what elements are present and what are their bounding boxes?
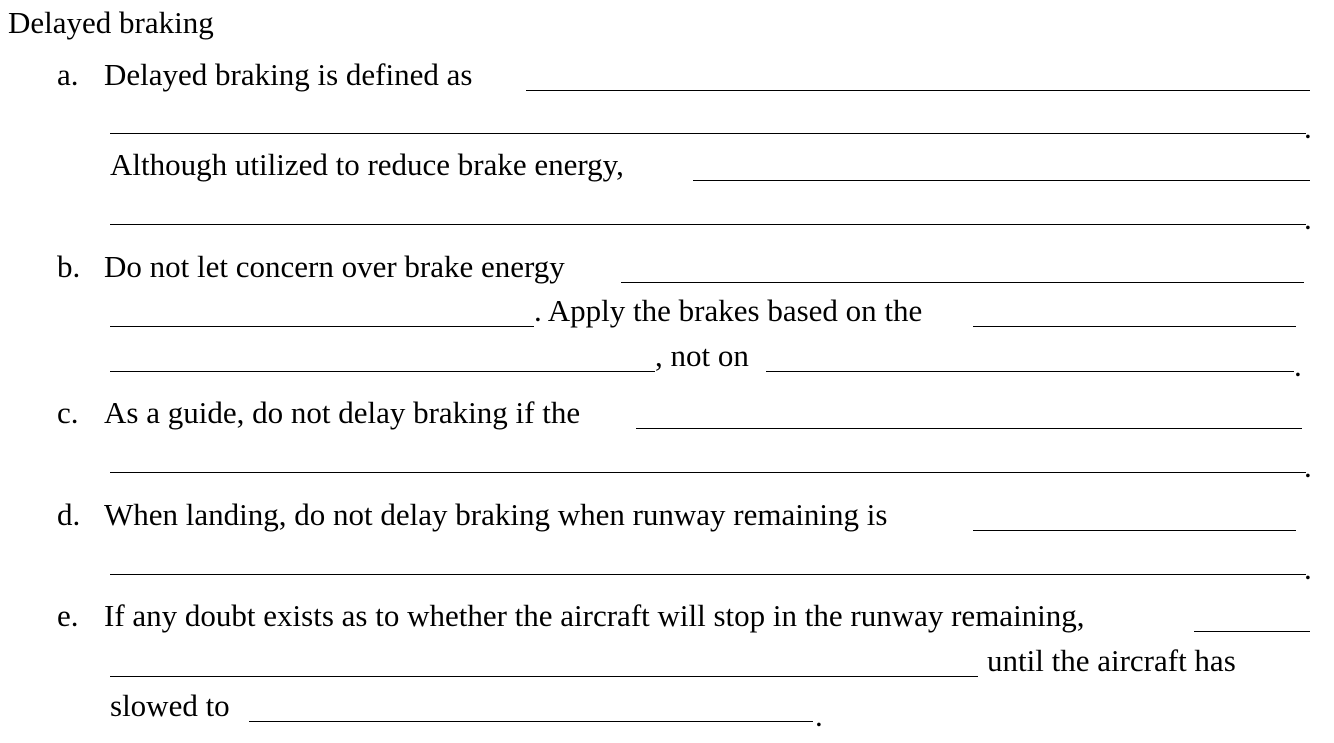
period-a-1: . [1304, 110, 1312, 145]
blank-d-2[interactable] [110, 574, 1306, 575]
item-a-text-defined: Delayed braking is defined as [104, 57, 473, 92]
period-e: . [815, 698, 823, 733]
blank-e-3[interactable] [249, 721, 813, 722]
blank-b-4[interactable] [110, 371, 655, 372]
item-e-text-slowed: slowed to [110, 688, 230, 723]
item-b-text-not-on: , not on [655, 338, 749, 373]
blank-b-5[interactable] [766, 371, 1294, 372]
blank-b-1[interactable] [621, 282, 1304, 283]
item-e-text-doubt: If any doubt exists as to whether the aircraft will stop in the runway remaining, [104, 598, 1085, 633]
blank-c-1[interactable] [636, 428, 1302, 429]
blank-e-2[interactable] [110, 676, 978, 677]
blank-a-1[interactable] [526, 90, 1310, 91]
item-c-text-guide: As a guide, do not delay braking if the [104, 395, 581, 430]
page-title: Delayed braking [8, 5, 214, 40]
blank-b-3[interactable] [973, 326, 1296, 327]
item-e-text-until: until the aircraft has [987, 643, 1236, 678]
period-c: . [1304, 449, 1312, 484]
item-marker-a: a. [57, 57, 79, 92]
item-a-text-although: Although utilized to reduce brake energy, [110, 147, 624, 182]
blank-a-3[interactable] [693, 180, 1310, 181]
item-b-text-apply: . Apply the brakes based on the [534, 293, 923, 328]
item-marker-b: b. [57, 249, 81, 284]
blank-d-1[interactable] [973, 530, 1296, 531]
period-d: . [1304, 551, 1312, 586]
item-d-text-landing: When landing, do not delay braking when runway remaining is [104, 497, 888, 532]
blank-a-4[interactable] [110, 224, 1306, 225]
item-marker-c: c. [57, 395, 79, 430]
period-b: . [1294, 348, 1302, 383]
item-marker-e: e. [57, 598, 79, 633]
blank-b-2[interactable] [110, 326, 534, 327]
item-marker-d: d. [57, 497, 81, 532]
item-b-text-concern: Do not let concern over brake energy [104, 249, 565, 284]
blank-e-1[interactable] [1194, 631, 1310, 632]
period-a-2: . [1304, 201, 1312, 236]
blank-a-2[interactable] [110, 133, 1306, 134]
blank-c-2[interactable] [110, 472, 1306, 473]
